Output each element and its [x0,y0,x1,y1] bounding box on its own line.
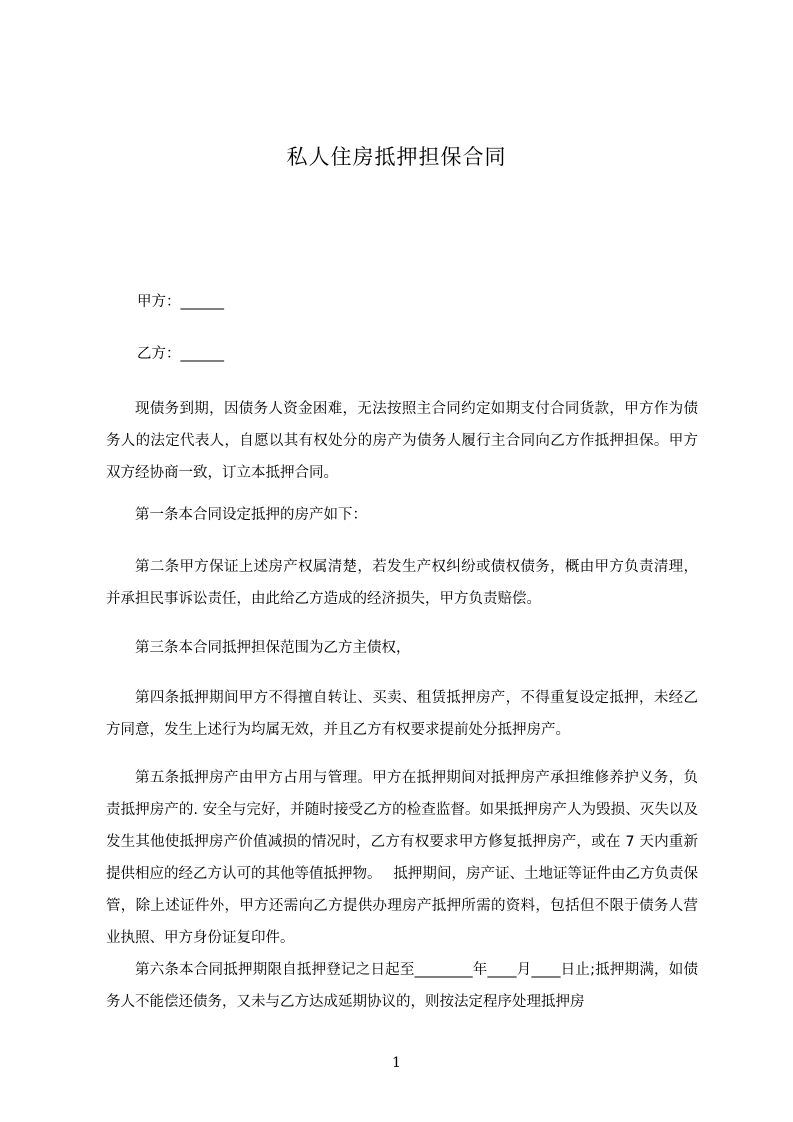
page-number: 1 [392,1055,401,1071]
preamble-paragraph: 现债务到期，因债务人资金困难，无法按照主合同约定如期支付合同货款，甲方作为债务人的法定代表人，自愿以其有权处分的房产为债务人履行主合同向乙方作抵押担保。甲方双方经协商一致，订立本抵押合同。 [106,401,698,481]
article-6: 第六条本合同抵押期限自抵押登记之日起至________年____月____日止;抵押期满，如债务人不能偿还债务，又未与乙方达成延期协议的，则按法定程序处理抵押房 [106,962,698,1010]
article-4: 第四条抵押期间甲方不得擅自转让、买卖、租赁抵押房产，不得重复设定抵押，未经乙方同意，发生上述行为均属无效，并且乙方有权要求提前处分抵押房产。 [106,690,698,738]
article-2: 第二条甲方保证上述房产权属清楚，若发生产权纠纷或债权债务，概由甲方负责清理，并承担民事诉讼责任，由此给乙方造成的经济损失，甲方负责赔偿。 [106,559,698,607]
contract-title: 私人住房抵押担保合同 [286,145,507,169]
party-a-line: 甲方：______ [137,294,224,310]
party-b-line: 乙方：______ [137,346,224,362]
article-3: 第三条本合同抵押担保范围为乙方主债权， [135,640,411,656]
article-1: 第一条本合同设定抵押的房产如下： [135,507,367,523]
article-5: 第五条抵押房产由甲方占用与管理。甲方在抵押期间对抵押房产承担维修养护义务，负责抵押房产的. 安全与完好，并随时接受乙方的检查监督。如果抵押房产人为毁损、灭失以及发生其他使抵押房产价值减损的情况时，乙方有权要求甲方修复抵押房产，或在 7 天内重新提供相应的经乙方认可的其他等值抵押物。 抵押期间，房产证、土地证等证件由乙方负责保管，除上述证件外，甲方还需向乙方提供办理房产抵押所需的资料，包括但不限于债务人营业执照、甲方身份证复印件。 [106,770,698,946]
